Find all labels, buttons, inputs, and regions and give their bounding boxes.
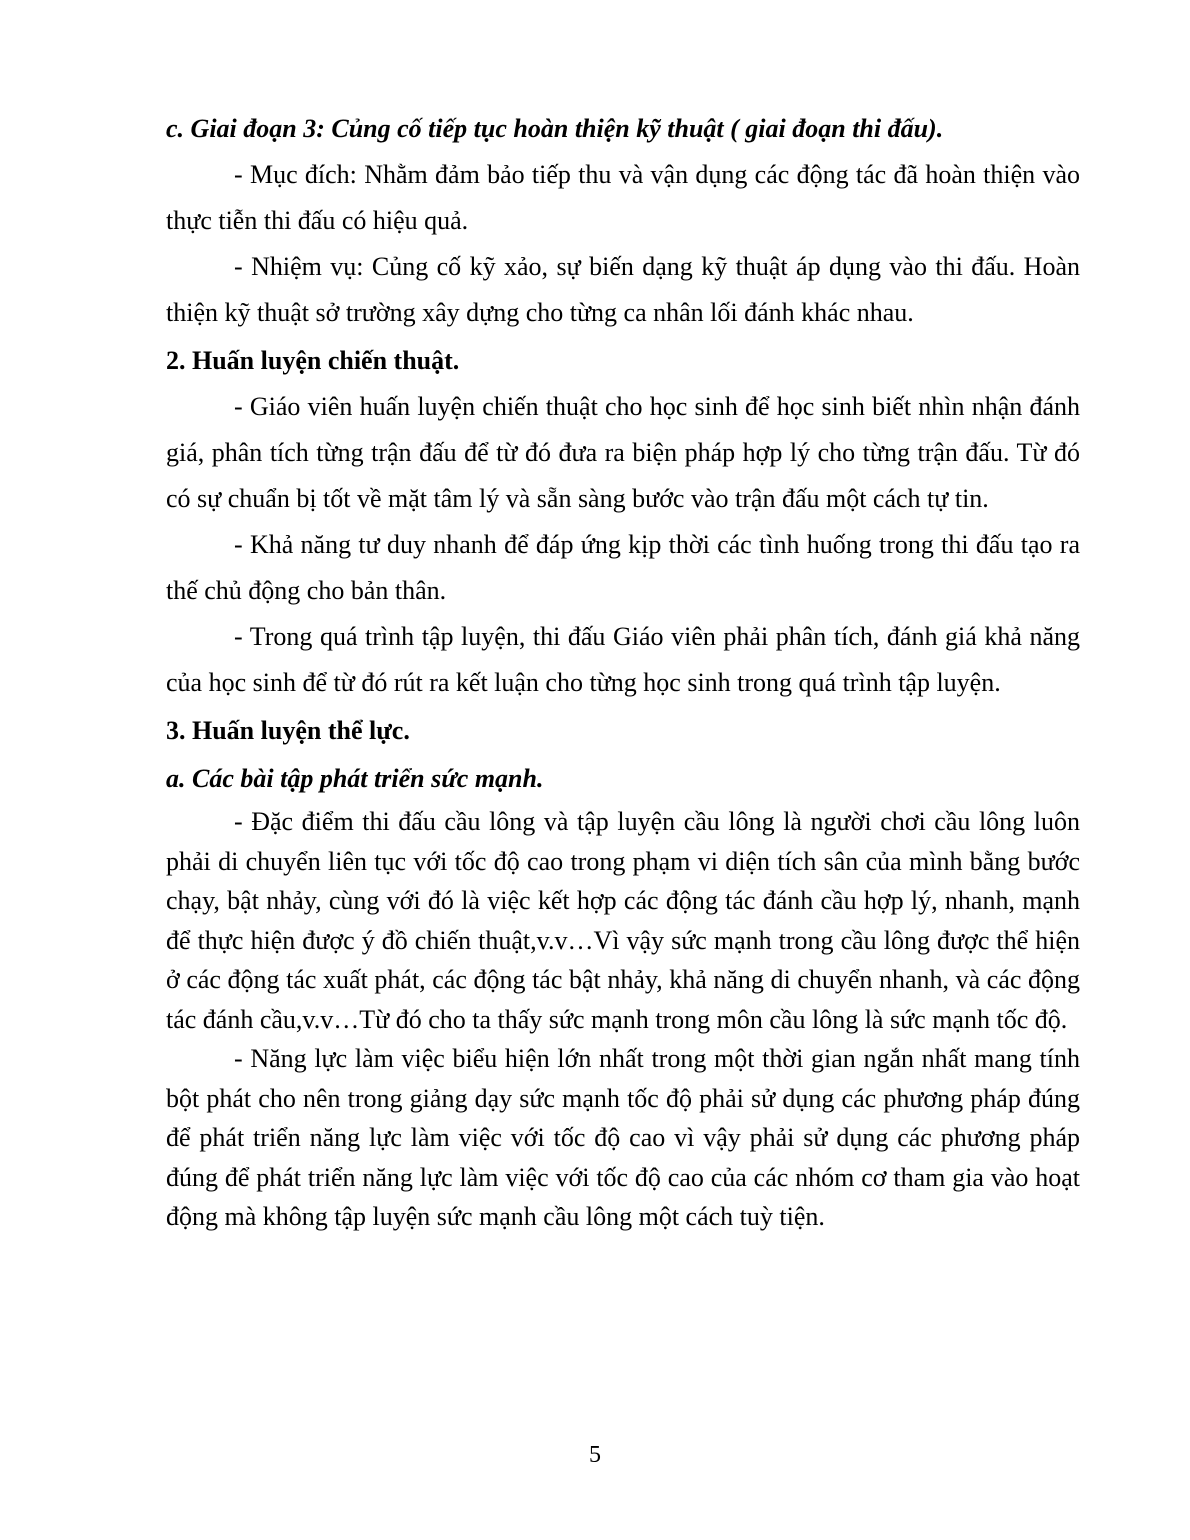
tactics-paragraph-1: - Giáo viên huấn luyện chiến thuật cho học sinh để học sinh biết nhìn nhận đánh giá, phân tích từng trận đấu để từ đó đưa ra biện pháp hợp lý cho từng trận đấu. Từ đó có sự chuẩn bị tốt về mặt tâm lý và sẵn sàng bước vào trận đấu một cách tự tin. — [166, 392, 1080, 513]
document-page — [166, 106, 1080, 1237]
strength-paragraph-2: - Năng lực làm việc biểu hiện lớn nhất trong một thời gian ngắn nhất mang tính bột phát cho nên trong giảng dạy sức mạnh tốc độ phải sử dụng các phương pháp đúng để phát triển năng lực làm việc với tốc độ cao vì vậy phải sử dụng các phương pháp đúng để phát triển năng lực làm việc với tốc độ cao của các nhóm cơ tham gia vào hoạt động mà không tập luyện sức mạnh cầu lông một cách tuỳ tiện. — [166, 1044, 1080, 1231]
tactics-paragraph-2: - Khả năng tư duy nhanh để đáp ứng kịp thời các tình huống trong thi đấu tạo ra thế chủ động cho bản thân. — [166, 530, 1080, 605]
page-number: 5 — [589, 1442, 601, 1468]
task-paragraph: - Nhiệm vụ: Củng cố kỹ xảo, sự biến dạng kỹ thuật áp dụng vào thi đấu. Hoàn thiện kỹ thuật sở trường xây dựng cho từng ca nhân lối đánh khác nhau. — [166, 252, 1080, 327]
section-3-heading: 3. Huấn luyện thể lực. — [166, 716, 410, 745]
purpose-paragraph: - Mục đích: Nhằm đảm bảo tiếp thu và vận dụng các động tác đã hoàn thiện vào thực tiễn thi đấu có hiệu quả. — [166, 160, 1080, 235]
tactics-paragraph-3: - Trong quá trình tập luyện, thi đấu Giáo viên phải phân tích, đánh giá khả năng của học sinh để từ đó rút ra kết luận cho từng học sinh trong quá trình tập luyện. — [166, 622, 1080, 697]
section-2-heading: 2. Huấn luyện chiến thuật. — [166, 346, 460, 375]
section-3a-heading: a. Các bài tập phát triển sức mạnh. — [166, 764, 544, 793]
strength-paragraph-1: - Đặc điểm thi đấu cầu lông và tập luyện cầu lông là người chơi cầu lông luôn phải di chuyển liên tục với tốc độ cao trong phạm vi diện tích sân của mình bằng bước chạy, bật nhảy, cùng với đó là việc kết hợp các động tác đánh cầu hợp lý, nhanh, mạnh để thực hiện được ý đồ chiến thuật,v.v…Vì vậy sức mạnh trong cầu lông được thể hiện ở các động tác xuất phát, các động tác bật nhảy, khả năng di chuyển nhanh, và các động tác đánh cầu,v.v…Từ đó cho ta thấy sức mạnh trong môn cầu lông là sức mạnh tốc độ. — [166, 807, 1080, 1034]
section-c-heading: c. Giai đoạn 3: Củng cố tiếp tục hoàn thiện kỹ thuật ( giai đoạn thi đấu). — [166, 114, 944, 143]
